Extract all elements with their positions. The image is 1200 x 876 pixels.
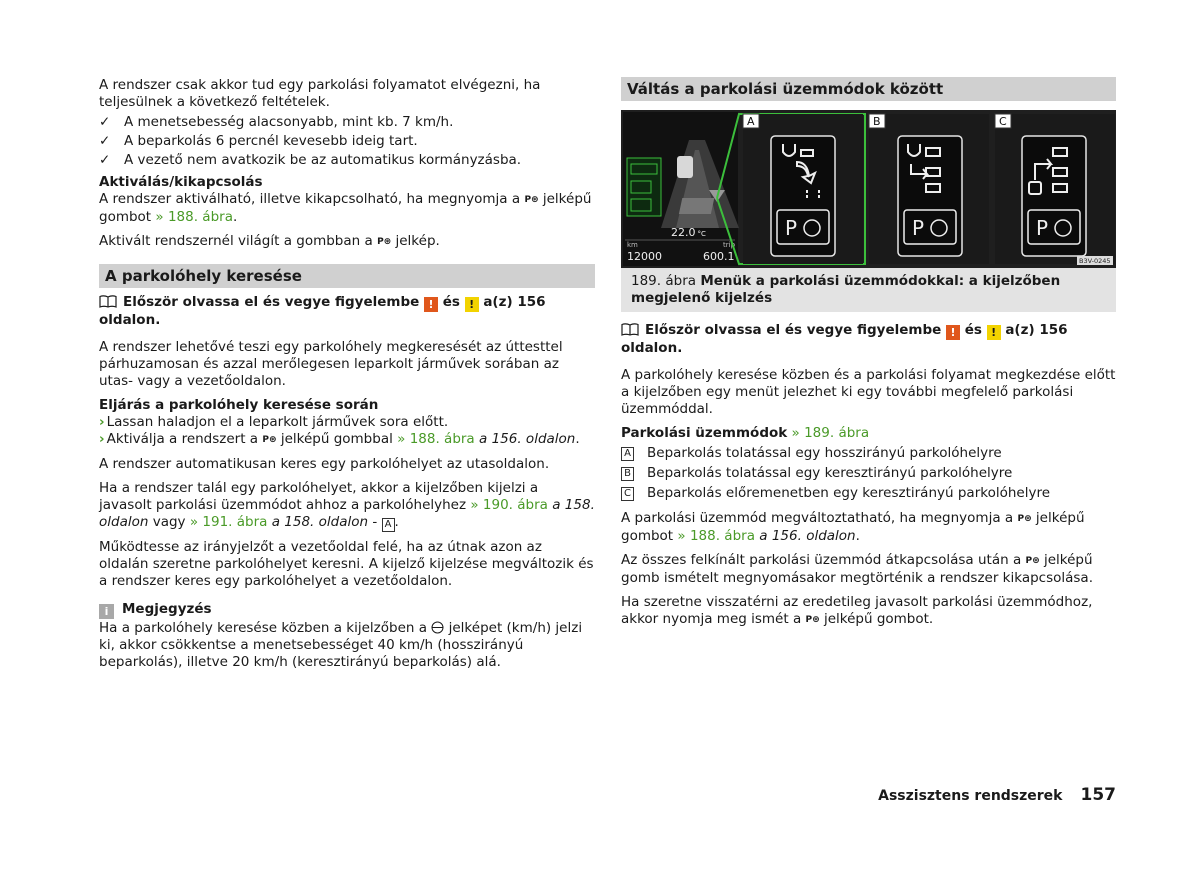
restore-text	[621, 594, 1116, 629]
activated-text	[99, 233, 595, 251]
period: .	[575, 431, 580, 447]
trip-label: trip	[723, 241, 736, 249]
figure-link[interactable]: » 188. ábra	[677, 528, 755, 544]
left-column	[99, 77, 595, 671]
letter-box: A	[621, 447, 634, 461]
park-assist-panel	[627, 158, 661, 216]
list-item	[99, 152, 595, 169]
modes-heading: Parkolási üzemmódok	[621, 425, 788, 441]
figure-link[interactable]: » 190. ábra	[470, 497, 548, 513]
page-ref-text: a(z) 156 oldalon.	[621, 322, 1068, 356]
activated-text-a: Aktivált rendszernél világít a gombban a	[99, 233, 373, 249]
mode-panel-a	[771, 136, 835, 256]
park-assist-icon: P⊛	[524, 195, 539, 205]
figure-caption	[621, 268, 1116, 312]
right-column	[621, 77, 1116, 629]
chevron-right-icon: ›	[99, 414, 105, 430]
book-icon	[621, 323, 639, 336]
activation-text-b: jelképű gombot	[99, 191, 592, 225]
note-heading: Megjegyzés	[122, 601, 212, 617]
modes-heading-row	[621, 425, 1116, 442]
check-icon: ✓	[99, 152, 111, 168]
page-ref-text: a(z) 156 oldalon.	[99, 294, 546, 328]
condition-text: A menetsebesség alacsonyabb, mint kb. 7 km/h.	[124, 114, 454, 130]
display-figure	[621, 110, 1116, 268]
temperature-readout: 22.0 °C	[671, 226, 706, 239]
km-label: km	[627, 241, 638, 249]
change-text-b: jelképű gombot	[621, 510, 1085, 544]
period: .	[855, 528, 860, 544]
figure-code: B3V-0245	[1079, 257, 1111, 265]
cycle-text	[621, 552, 1116, 587]
panel-label-a: A	[747, 115, 755, 128]
activation-heading: Aktiválás/kikapcsolás	[99, 174, 263, 190]
section-title-parking-search: A parkolóhely keresése	[99, 264, 595, 288]
cycle-text-a: Az összes felkínált parkolási üzemmód átkapcsolása után a	[621, 552, 1022, 568]
page-ref: a 156. oldalon	[479, 431, 576, 447]
page-ref: a 158. oldalon	[271, 514, 369, 530]
period: .	[394, 514, 399, 530]
change-mode-text	[621, 510, 1116, 545]
info-icon: i	[99, 604, 114, 619]
activated-text-b: jelkép.	[395, 233, 440, 249]
or-text: vagy	[152, 514, 186, 530]
warning-icon[interactable]: !	[946, 325, 960, 340]
procedure-step-2	[99, 431, 595, 449]
park-symbol: P	[785, 216, 798, 240]
park-assist-icon: P⊛	[377, 237, 392, 247]
letter-box: B	[621, 467, 634, 481]
note-heading-row	[99, 601, 595, 619]
list-item	[99, 114, 595, 131]
note-text	[99, 620, 595, 671]
first-read-notice	[621, 322, 1116, 357]
menu-intro-text: A parkolóhely keresése közben és a parkolási folyamat megkezdése előtt a kijelzőben egy menüt jelezhet ki egy további megfelelő parkolási üzemmóddal.	[621, 367, 1116, 417]
intro-text: A rendszer csak akkor tud egy parkolási folyamatot elvégezni, ha teljesülnek a következő feltételek.	[99, 77, 541, 110]
panel-label-b: B	[873, 115, 881, 128]
figure-link[interactable]: » 189. ábra	[791, 425, 870, 441]
procedure-heading: Eljárás a parkolóhely keresése során	[99, 397, 379, 413]
odometer-readout: 12000	[627, 250, 662, 263]
page-ref: a 156. oldalon	[759, 528, 856, 544]
park-symbol: P	[1036, 216, 1049, 240]
mode-text: Beparkolás előremenetben egy keresztirányú parkolóhelyre	[647, 485, 1051, 501]
park-assist-icon: P⊛	[805, 615, 820, 625]
trip-readout: 600.1	[703, 250, 735, 263]
section-title-mode-switch: Váltás a parkolási üzemmódok között	[621, 77, 1116, 101]
period: .	[232, 209, 238, 225]
note-text-b: jelképet (km/h) jelzi ki, akkor csökkentse a menetsebességet 40 km/h (hosszirányú beparkolás), illetve 20 km/h (keresztirányú beparkolás) alá.	[99, 620, 583, 670]
note-text-a: Ha a parkolóhely keresése közben a kijelzőben a	[99, 620, 428, 636]
letter-box: C	[621, 487, 634, 501]
step-text: Lassan haladjon el a leparkolt járművek sora előtt.	[106, 414, 449, 430]
page-ref: a 158. oldalon	[99, 497, 595, 530]
dash: -	[372, 514, 378, 530]
condition-text: A vezető nem avatkozik be az automatikus kormányzásba.	[124, 152, 522, 168]
page-number: 157	[1080, 785, 1116, 805]
restore-text-a: Ha szeretne visszatérni az eredetileg javasolt parkolási üzemmódhoz, akkor nyomja meg ismét a	[621, 594, 1093, 627]
park-symbol: P	[912, 216, 925, 240]
figure-link[interactable]: » 188. ábra	[155, 209, 233, 225]
auto-search-text: A rendszer automatikusan keres egy parkolóhelyet az utasoldalon.	[99, 456, 550, 472]
first-read-text: Először olvassa el és vegye figyelembe	[645, 322, 942, 338]
park-assist-icon: P⊛	[1025, 556, 1040, 566]
activation-text-a: A rendszer aktiválható, illetve kikapcsolható, ha megnyomja a	[99, 191, 521, 207]
check-icon: ✓	[99, 114, 111, 130]
figure-link[interactable]: » 188. ábra	[397, 431, 475, 447]
conditions-list	[99, 114, 595, 169]
list-item	[621, 485, 1116, 502]
search-intro-text: A rendszer lehetővé teszi egy parkolóhely megkeresését az úttesttel párhuzamosan és azzal merőlegesen leparkolt járművek sorában az utas- vagy a vezetőoldalon.	[99, 339, 563, 389]
step-text: Aktiválja a rendszert a	[106, 431, 259, 447]
mode-panel-b	[898, 136, 962, 256]
cycle-text-b: jelképű gomb ismételt megnyomásakor megtörténik a rendszer kikapcsolása.	[621, 552, 1093, 586]
page-footer	[878, 787, 1116, 805]
car-icon	[677, 156, 693, 178]
check-icon: ✓	[99, 133, 111, 149]
activation-text	[99, 191, 595, 226]
caption-text: Menük a parkolási üzemmódokkal: a kijelzőben megjelenő kijelzés	[631, 273, 1061, 306]
list-item	[621, 445, 1116, 462]
first-read-notice	[99, 294, 595, 329]
warning-icon[interactable]: !	[424, 297, 438, 312]
caution-icon[interactable]: !	[465, 297, 479, 312]
speed-limit-icon	[431, 621, 444, 634]
mode-text: Beparkolás tolatással egy keresztirányú parkolóhelyre	[647, 465, 1013, 481]
chapter-title: Asszisztens rendszerek	[878, 788, 1063, 804]
turn-signal-text: Működtesse az irányjelzőt a vezetőoldal felé, ha az útnak azon az oldalán szeretne parkolóhelyet keresni. A kijelző kijelzése megváltozik és a rendszer keres egy parkolóhelyet a vezetőoldalon.	[99, 539, 594, 589]
list-item	[99, 133, 595, 150]
restore-text-b: jelképű gombot.	[823, 611, 934, 627]
list-item	[621, 465, 1116, 482]
mode-text: Beparkolás tolatással egy hosszirányú parkolóhelyre	[647, 445, 1002, 461]
and-text: és	[442, 294, 460, 310]
book-icon	[99, 295, 117, 308]
procedure-step-1	[99, 414, 595, 431]
step-text: jelképű gombbal	[280, 431, 393, 447]
park-assist-icon: P⊛	[262, 435, 277, 445]
caution-icon[interactable]: !	[987, 325, 1001, 340]
change-text-a: A parkolási üzemmód megváltoztatható, ha megnyomja a	[621, 510, 1014, 526]
letter-a-box: A	[382, 518, 395, 532]
park-assist-icon: P⊛	[1017, 514, 1032, 524]
chevron-right-icon: ›	[99, 431, 105, 447]
display-illustration	[621, 110, 1116, 268]
caption-number: 189. ábra	[631, 273, 697, 289]
and-text: és	[964, 322, 982, 338]
condition-text: A beparkolás 6 percnél kevesebb ideig tart.	[124, 133, 418, 149]
first-read-text: Először olvassa el és vegye figyelembe	[123, 294, 420, 310]
figure-link[interactable]: » 191. ábra	[189, 514, 268, 530]
found-text	[99, 480, 595, 532]
panel-label-c: C	[999, 115, 1007, 128]
found-text-a: Ha a rendszer talál egy parkolóhelyet, akkor a kijelzőben kijelzi a javasolt parkolási üzemmódot ahhoz a parkolóhelyhez	[99, 480, 539, 513]
